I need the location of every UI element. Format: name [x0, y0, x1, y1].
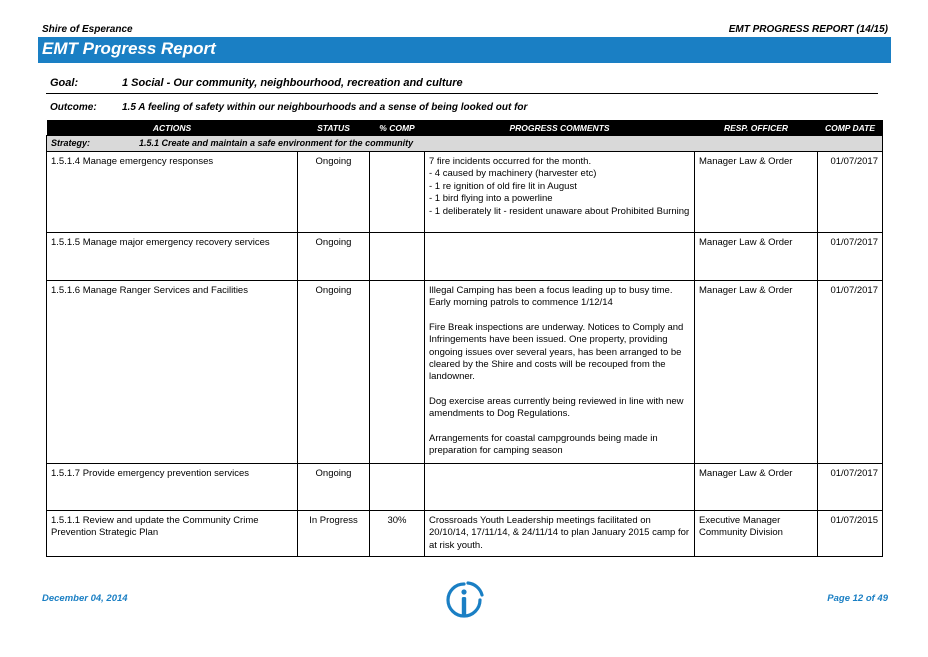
- footer-page-number: Page 12 of 49: [827, 593, 888, 604]
- goal-line: [50, 77, 463, 89]
- table-row: [47, 511, 883, 557]
- row-officer: Manager Law & Order: [695, 464, 818, 511]
- table-row: [47, 281, 883, 464]
- outcome-text: 1.5 A feeling of safety within our neighbourhoods and a sense of being looked out for: [122, 102, 528, 113]
- row-officer: Manager Law & Order: [695, 233, 818, 281]
- row-comments: [425, 464, 695, 511]
- row-comp: [370, 152, 425, 233]
- table-row: [47, 233, 883, 281]
- banner-title: EMT Progress Report: [42, 39, 216, 58]
- row-status: Ongoing: [298, 152, 370, 233]
- strategy-text: 1.5.1 Create and maintain a safe environment for the community: [139, 138, 414, 148]
- outcome-label: Outcome:: [50, 102, 97, 113]
- row-comp: 30%: [370, 511, 425, 557]
- goal-divider: [46, 93, 878, 94]
- row-status: In Progress: [298, 511, 370, 557]
- row-date: 01/07/2017: [818, 281, 883, 464]
- row-comp: [370, 233, 425, 281]
- comment-line: - 1 deliberately lit - resident unaware about Prohibited Burning: [429, 205, 690, 217]
- shire-i-logo-icon: [442, 580, 486, 620]
- goal-label: Goal:: [50, 77, 79, 89]
- comment-paragraph: Fire Break inspections are underway. Notices to Comply and Infringements have been issued. One property, providing ongoing issues over several years, has been arranged to be cleared by the Shire and costs will be recouped from the landowner.: [429, 321, 684, 383]
- row-comp: [370, 281, 425, 464]
- outcome-line: [50, 102, 527, 113]
- row-action: 1.5.1.6 Manage Ranger Services and Facilities: [47, 281, 298, 464]
- row-action: 1.5.1.4 Manage emergency responses: [47, 152, 298, 233]
- row-officer: Manager Law & Order: [695, 152, 818, 233]
- header-officer: RESP. OFFICER: [695, 120, 818, 136]
- row-comments: [425, 152, 695, 233]
- comment-paragraph: Illegal Camping has been a focus leading up to busy time. Early morning patrols to commence 1/12/14: [429, 285, 673, 309]
- row-action: 1.5.1.1 Review and update the Community Crime Prevention Strategic Plan: [47, 511, 298, 557]
- comment-line: Crossroads Youth Leadership meetings facilitated on 20/10/14, 17/11/14, & 24/11/14 to plan January 2015 camp for at risk youth.: [429, 515, 690, 551]
- row-date: 01/07/2015: [818, 511, 883, 557]
- row-status: Ongoing: [298, 233, 370, 281]
- row-date: 01/07/2017: [818, 233, 883, 281]
- table-row: [47, 464, 883, 511]
- header-date: COMP DATE: [818, 120, 883, 136]
- title-banner: [38, 37, 891, 63]
- row-officer: Manager Law & Order: [695, 281, 818, 464]
- row-date: 01/07/2017: [818, 152, 883, 233]
- header-status: STATUS: [298, 120, 370, 136]
- row-comments: [425, 511, 695, 557]
- row-action: 1.5.1.5 Manage major emergency recovery services: [47, 233, 298, 281]
- report-title: EMT PROGRESS REPORT (14/15): [728, 24, 888, 35]
- table-row: [47, 152, 883, 233]
- row-status: Ongoing: [298, 281, 370, 464]
- row-action: 1.5.1.7 Provide emergency prevention services: [47, 464, 298, 511]
- footer-date: December 04, 2014: [42, 593, 128, 604]
- goal-text: 1 Social - Our community, neighbourhood, recreation and culture: [122, 77, 463, 89]
- comment-line: - 4 caused by machinery (harvester etc): [429, 168, 597, 180]
- row-date: 01/07/2017: [818, 464, 883, 511]
- org-name: Shire of Esperance: [42, 24, 133, 35]
- comment-line: 7 fire incidents occurred for the month.: [429, 156, 592, 167]
- actions-table: [46, 120, 883, 557]
- comment-paragraph: Arrangements for coastal campgrounds being made in preparation for camping season: [429, 432, 658, 457]
- comment-line: - 1 bird flying into a powerline: [429, 193, 553, 205]
- header-actions: ACTIONS: [47, 120, 298, 136]
- row-comments: [425, 233, 695, 281]
- row-comp: [370, 464, 425, 511]
- strategy-label: Strategy:: [51, 138, 91, 148]
- row-officer: Executive Manager Community Division: [695, 511, 818, 557]
- row-comments: [425, 281, 695, 464]
- row-status: Ongoing: [298, 464, 370, 511]
- table-header-row: [47, 120, 883, 136]
- header-comp: % COMP: [370, 120, 425, 136]
- strategy-row: [47, 136, 883, 152]
- header-comments: PROGRESS COMMENTS: [425, 120, 695, 136]
- comment-line: - 1 re ignition of old fire lit in August: [429, 180, 577, 192]
- comment-paragraph: Dog exercise areas currently being reviewed in line with new amendments to Dog Regulations.: [429, 395, 684, 420]
